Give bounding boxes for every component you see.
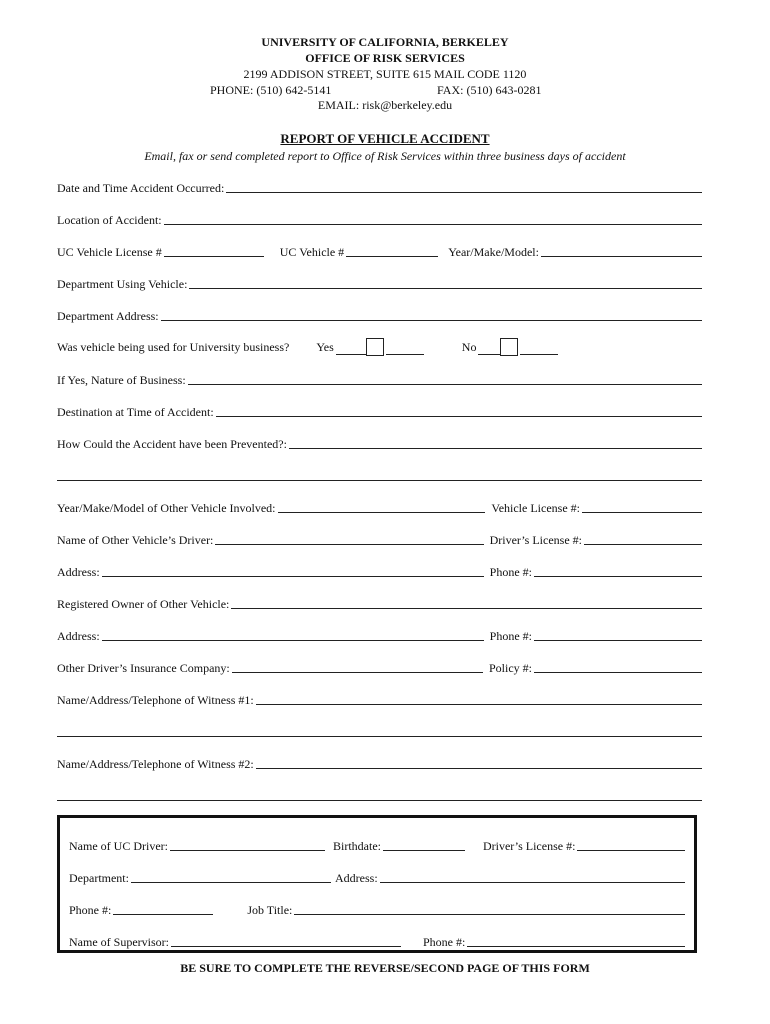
- row-prevented: [57, 436, 702, 452]
- office-name: OFFICE OF RISK SERVICES: [305, 51, 465, 65]
- insurance-field[interactable]: [232, 672, 483, 673]
- uc-vehicle-field[interactable]: [346, 256, 438, 257]
- location-field[interactable]: [164, 224, 702, 225]
- row-dept-using: [57, 276, 702, 292]
- row-other-vehicle: [57, 500, 702, 516]
- policy-field[interactable]: [534, 672, 702, 673]
- office-phone: PHONE: (510) 642-5141: [210, 83, 332, 97]
- form-instructions: Email, fax or send completed report to Office of Risk Services within three business days of accident: [144, 149, 626, 163]
- birthdate-label: Birthdate:: [332, 839, 381, 853]
- vehicle-license-label: Vehicle License #:: [491, 501, 580, 515]
- dept-using-label: Department Using Vehicle:: [57, 277, 188, 291]
- row-destination: [57, 404, 702, 420]
- date-time-label: Date and Time Accident Occurred:: [57, 181, 225, 195]
- yes-label: Yes: [316, 340, 334, 354]
- no-line-tail: [520, 354, 558, 355]
- other-phone-label: Phone #:: [489, 565, 532, 579]
- witness2-label: Name/Address/Telephone of Witness #2:: [57, 757, 254, 771]
- no-checkbox[interactable]: [500, 338, 518, 356]
- dept-address-field[interactable]: [161, 320, 702, 321]
- witness2-field-line2[interactable]: [57, 800, 702, 801]
- job-title-label: Job Title:: [247, 903, 293, 917]
- row-other-address: [57, 564, 702, 580]
- uc-department-field[interactable]: [131, 882, 331, 883]
- row-other-driver: [57, 532, 702, 548]
- registered-owner-field[interactable]: [231, 608, 702, 609]
- row-date-time: [57, 180, 702, 196]
- supervisor-phone-label: Phone #:: [422, 935, 466, 949]
- uc-driver-name-label: Name of UC Driver:: [69, 839, 168, 853]
- destination-field[interactable]: [216, 416, 702, 417]
- uc-driver-box: [57, 815, 697, 953]
- row-insurance: [57, 660, 702, 676]
- row-witness2: [57, 756, 702, 772]
- dept-address-label: Department Address:: [57, 309, 159, 323]
- other-address-label: Address:: [57, 565, 100, 579]
- nature-business-label: If Yes, Nature of Business:: [57, 373, 186, 387]
- supervisor-label: Name of Supervisor:: [69, 935, 169, 949]
- owner-phone-field[interactable]: [534, 640, 702, 641]
- row-uc-driver: [69, 838, 685, 854]
- policy-label: Policy #:: [488, 661, 532, 675]
- uc-address-label: Address:: [334, 871, 378, 885]
- uc-vehicle-label: UC Vehicle #: [279, 245, 345, 259]
- destination-label: Destination at Time of Accident:: [57, 405, 214, 419]
- vehicle-license-field[interactable]: [582, 512, 702, 513]
- date-time-field[interactable]: [226, 192, 702, 193]
- row-uc-phone: [69, 902, 685, 918]
- row-prevented-cont: [57, 468, 702, 484]
- row-location: [57, 212, 702, 228]
- row-witness1-cont: [57, 724, 702, 740]
- office-fax: FAX: (510) 643-0281: [437, 83, 542, 97]
- registered-owner-label: Registered Owner of Other Vehicle:: [57, 597, 230, 611]
- owner-address-field[interactable]: [102, 640, 484, 641]
- supervisor-field[interactable]: [171, 946, 401, 947]
- year-make-model-label: Year/Make/Model:: [448, 245, 539, 259]
- uc-department-label: Department:: [69, 871, 129, 885]
- other-drivers-license-label: Driver’s License #:: [489, 533, 582, 547]
- other-drivers-license-field[interactable]: [584, 544, 702, 545]
- row-witness1: [57, 692, 702, 708]
- insurance-label: Other Driver’s Insurance Company:: [57, 661, 230, 675]
- uc-driver-name-field[interactable]: [170, 850, 325, 851]
- uc-phone-field[interactable]: [113, 914, 213, 915]
- dept-using-field[interactable]: [189, 288, 702, 289]
- other-vehicle-field[interactable]: [278, 512, 486, 513]
- prevented-label: How Could the Accident have been Prevented?:: [57, 437, 287, 451]
- uc-drivers-license-field[interactable]: [577, 850, 685, 851]
- year-make-model-field[interactable]: [541, 256, 702, 257]
- row-witness2-cont: [57, 788, 702, 804]
- birthdate-field[interactable]: [383, 850, 465, 851]
- uc-license-label: UC Vehicle License #: [57, 245, 162, 259]
- yes-checkbox[interactable]: [366, 338, 384, 356]
- location-label: Location of Accident:: [57, 213, 162, 227]
- witness1-label: Name/Address/Telephone of Witness #1:: [57, 693, 254, 707]
- owner-address-label: Address:: [57, 629, 100, 643]
- prevented-field[interactable]: [289, 448, 702, 449]
- prevented-field-line2[interactable]: [57, 480, 702, 481]
- office-address: 2199 ADDISON STREET, SUITE 615 MAIL CODE 1120: [243, 67, 527, 81]
- office-email: EMAIL: risk@berkeley.edu: [317, 98, 453, 112]
- job-title-field[interactable]: [294, 914, 685, 915]
- form-title: REPORT OF VEHICLE ACCIDENT: [280, 131, 490, 146]
- uc-phone-label: Phone #:: [69, 903, 112, 917]
- witness1-field[interactable]: [256, 704, 702, 705]
- uc-drivers-license-label: Driver’s License #:: [482, 839, 576, 853]
- other-phone-field[interactable]: [534, 576, 702, 577]
- row-registered-owner: [57, 596, 702, 612]
- row-nature-business: [57, 372, 702, 388]
- yes-line-tail: [386, 354, 424, 355]
- other-driver-label: Name of Other Vehicle’s Driver:: [57, 533, 214, 547]
- witness2-field[interactable]: [256, 768, 702, 769]
- row-univ-business: [57, 338, 702, 358]
- univ-business-label: Was vehicle being used for University business?: [57, 340, 290, 354]
- no-label: No: [461, 340, 477, 354]
- nature-business-field[interactable]: [188, 384, 702, 385]
- supervisor-phone-field[interactable]: [467, 946, 685, 947]
- other-vehicle-label: Year/Make/Model of Other Vehicle Involved:: [57, 501, 276, 515]
- row-dept-address: [57, 308, 702, 324]
- row-uc-vehicle: [57, 244, 702, 260]
- no-line: [478, 354, 500, 355]
- yes-line: [336, 354, 366, 355]
- university-name: UNIVERSITY OF CALIFORNIA, BERKELEY: [261, 35, 509, 49]
- other-driver-field[interactable]: [215, 544, 483, 545]
- other-address-field[interactable]: [102, 576, 484, 577]
- footer-note: BE SURE TO COMPLETE THE REVERSE/SECOND PAGE OF THIS FORM: [180, 961, 590, 975]
- witness1-field-line2[interactable]: [57, 736, 702, 737]
- row-owner-address: [57, 628, 702, 644]
- uc-license-field[interactable]: [164, 256, 264, 257]
- row-supervisor: [69, 934, 685, 950]
- owner-phone-label: Phone #:: [489, 629, 532, 643]
- row-uc-department: [69, 870, 685, 886]
- uc-address-field[interactable]: [380, 882, 685, 883]
